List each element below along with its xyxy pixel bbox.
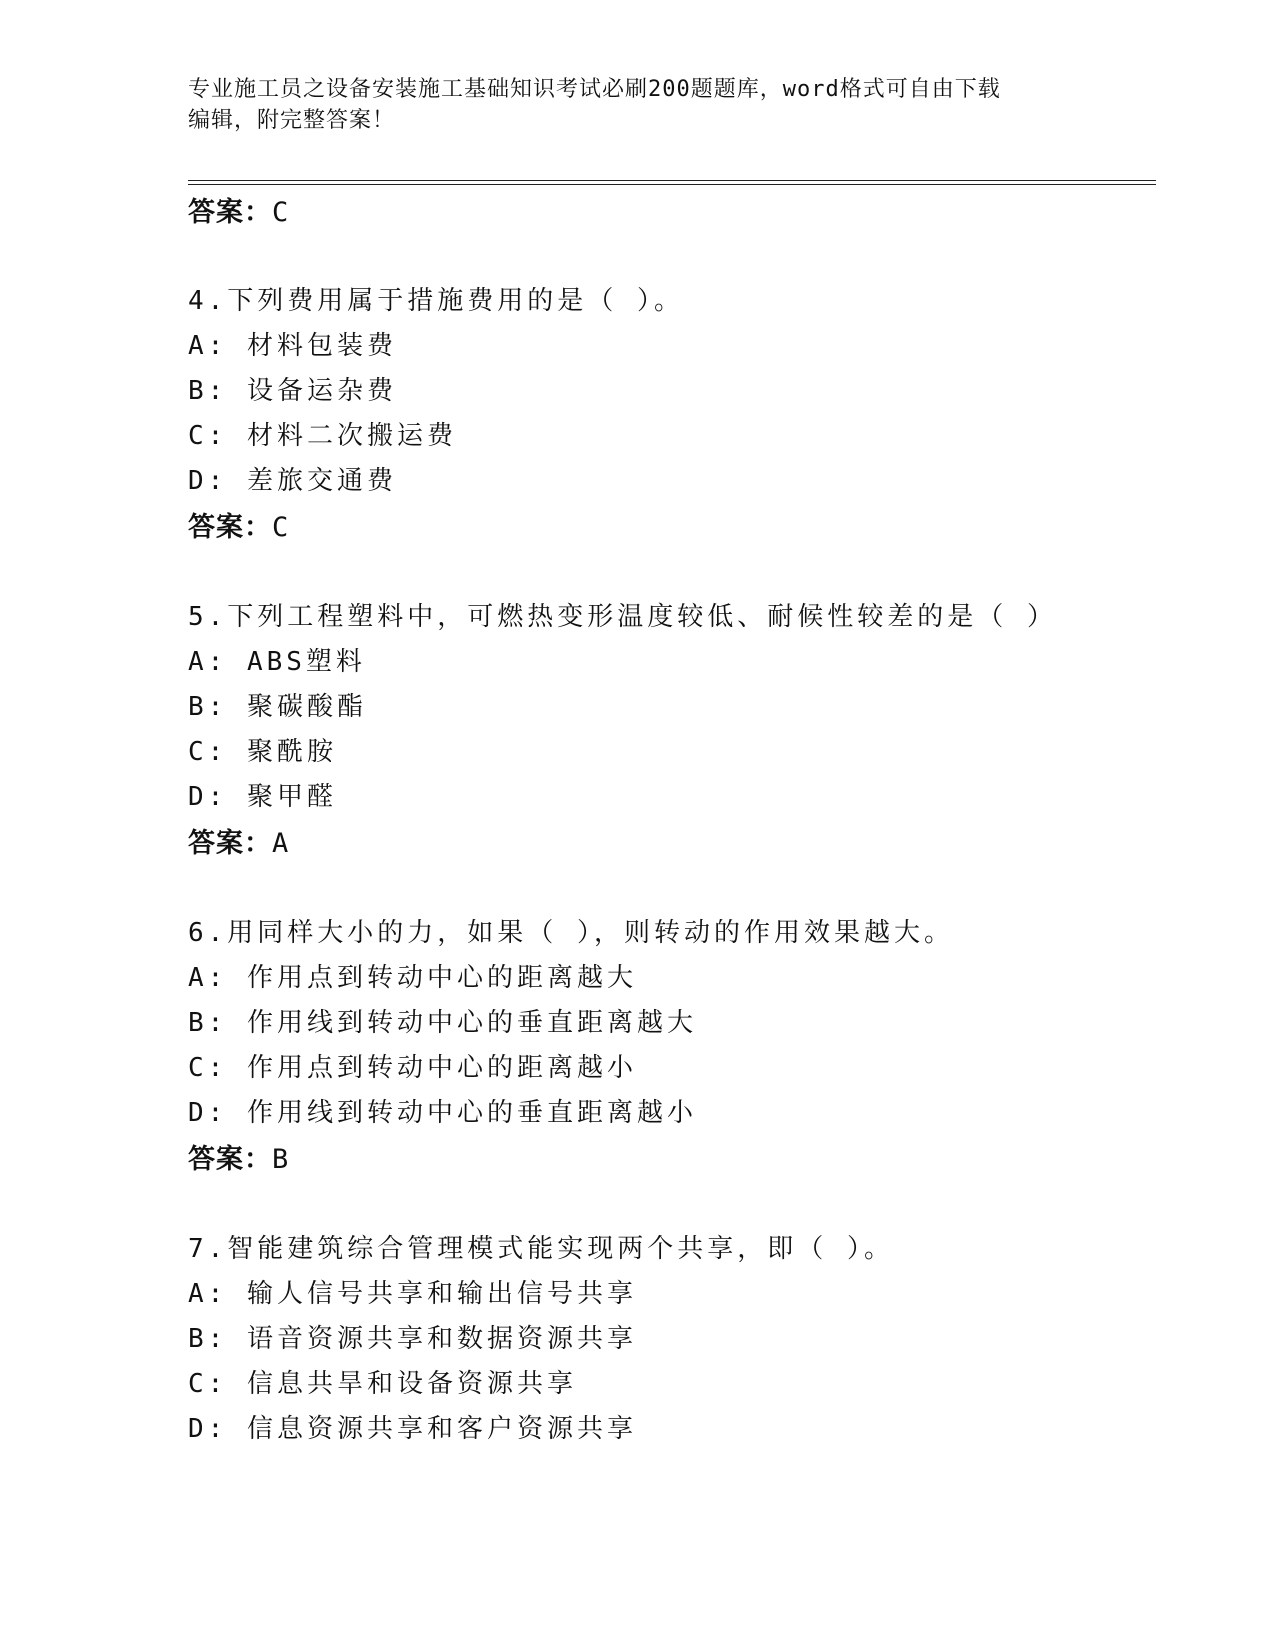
option-c: C: 材料二次搬运费: [188, 421, 457, 451]
answer-value: A: [272, 828, 290, 859]
question-stem: 7.智能建筑综合管理模式能实现两个共享，即（ ）。: [188, 1234, 894, 1264]
header-line-1: 专业施工员之设备安装施工基础知识考试必刷200题题库，word格式可自由下载: [188, 77, 1001, 102]
option-b: B: 作用线到转动中心的垂直距离越大: [188, 1008, 697, 1038]
header-rule-top: [188, 180, 1156, 181]
answer-line-prev: [188, 190, 289, 229]
answer-value: B: [272, 1144, 290, 1175]
answer-value: C: [272, 197, 290, 228]
answer-value: C: [272, 512, 290, 543]
document-header: [188, 74, 1088, 136]
option-b: B: 语音资源共享和数据资源共享: [188, 1324, 637, 1354]
option-b: B: 设备运杂费: [188, 376, 397, 406]
option-d: D: 作用线到转动中心的垂直距离越小: [188, 1098, 697, 1128]
option-a: A: 材料包装费: [188, 331, 397, 361]
option-a: A: ABS塑料: [188, 647, 366, 677]
answer-line: [188, 505, 289, 544]
option-c: C: 信息共旱和设备资源共享: [188, 1369, 577, 1399]
header-rule-bottom: [188, 184, 1156, 185]
answer-label: 答案：: [188, 828, 272, 859]
header-line-2: 编辑，附完整答案！: [188, 108, 396, 133]
option-d: D: 聚甲醛: [188, 782, 337, 812]
option-c: C: 作用点到转动中心的距离越小: [188, 1053, 637, 1083]
option-a: A: 输人信号共享和输出信号共享: [188, 1279, 637, 1309]
question-stem: 6.用同样大小的力，如果（ ），则转动的作用效果越大。: [188, 918, 954, 948]
option-b: B: 聚碳酸酯: [188, 692, 367, 722]
question-stem: 5.下列工程塑料中，可燃热变形温度较低、耐候性较差的是（ ）: [188, 602, 1057, 632]
option-d: D: 差旅交通费: [188, 466, 397, 496]
answer-label: 答案：: [188, 1144, 272, 1175]
option-c: C: 聚酰胺: [188, 737, 337, 767]
answer-label: 答案：: [188, 512, 272, 543]
option-d: D: 信息资源共享和客户资源共享: [188, 1414, 637, 1444]
option-a: A: 作用点到转动中心的距离越大: [188, 963, 637, 993]
question-stem: 4.下列费用属于措施费用的是（ ）。: [188, 286, 684, 316]
answer-line: [188, 1137, 289, 1176]
answer-label: 答案：: [188, 197, 272, 228]
answer-line: [188, 821, 289, 860]
